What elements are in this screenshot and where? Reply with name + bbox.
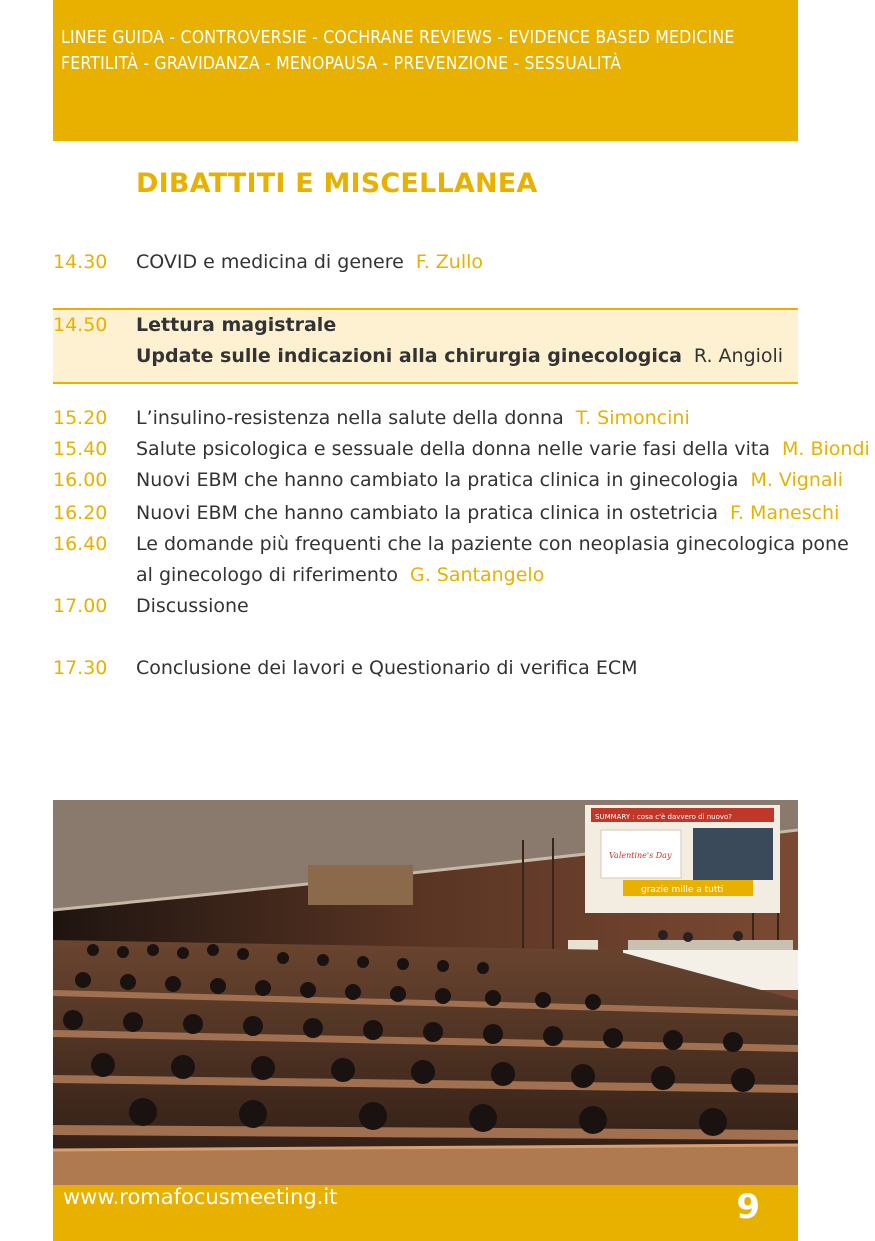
schedule-time: 15.40 [53, 438, 108, 460]
screen-card-text: Valentine's Day [609, 851, 672, 860]
talk-title: Nuovi EBM che hanno cambiato la pratica clinica in ostetricia [136, 502, 718, 524]
talk-speaker: F. Maneschi [729, 502, 840, 524]
talk-title: Discussione [136, 595, 249, 617]
talk-speaker: M. Vignali [750, 469, 844, 491]
schedule-time: 16.20 [53, 502, 108, 524]
schedule-content [136, 438, 870, 460]
schedule-time: 14.50 [53, 314, 108, 336]
schedule-content [136, 469, 843, 491]
header-topics-line2: FERTILITÀ - GRAVIDANZA - MENOPAUSA - PREVENZIONE - SESSUALITÀ [61, 54, 622, 74]
talk-title: Lettura magistrale [136, 314, 337, 336]
schedule-content [136, 407, 690, 429]
talk-title-continued: al ginecologo di riferimento [136, 564, 398, 586]
auditorium-photo [53, 800, 798, 1185]
talk-title: Conclusione dei lavori e Questionario di verifica ECM [136, 657, 638, 679]
schedule-time: 16.00 [53, 469, 108, 491]
talk-speaker: M. Biondi [782, 438, 870, 460]
footer-band [53, 1185, 798, 1241]
talk-speaker: R. Angioli [693, 345, 784, 367]
talk-title: COVID e medicina di genere [136, 251, 404, 273]
screen-caption-text: grazie mille a tutti [641, 885, 724, 895]
talk-speaker: T. Simoncini [575, 407, 690, 429]
talk-title: Salute psicologica e sessuale della donna nelle varie fasi della vita [136, 438, 771, 460]
screen-banner-text: SUMMARY : cosa c'è davvero di nuovo? [595, 813, 732, 821]
auditorium-illustration [53, 800, 798, 1185]
talk-title: L’insulino-resistenza nella salute della donna [136, 407, 564, 429]
schedule-content [136, 502, 839, 524]
talk-speaker: F. Zullo [415, 251, 484, 273]
header-topics-line1: LINEE GUIDA - CONTROVERSIE - COCHRANE REVIEWS - EVIDENCE BASED MEDICINE [61, 28, 735, 48]
website-link[interactable]: www.romafocusmeeting.it [63, 1185, 338, 1209]
schedule-content [136, 251, 483, 273]
talk-title: Nuovi EBM che hanno cambiato la pratica clinica in ginecologia [136, 469, 739, 491]
schedule-time: 17.30 [53, 657, 108, 679]
talk-speaker: G. Santangelo [409, 564, 545, 586]
schedule-time: 17.00 [53, 595, 108, 617]
talk-title: Le domande più frequenti che la paziente con neoplasia ginecologica pone [136, 533, 849, 555]
schedule-time: 16.40 [53, 533, 108, 555]
schedule-content [136, 564, 544, 586]
schedule-time: 15.20 [53, 407, 108, 429]
section-title: DIBATTITI E MISCELLANEA [136, 168, 538, 199]
talk-subtitle: Update sulle indicazioni alla chirurgia ginecologica [136, 345, 682, 367]
schedule-time: 14.30 [53, 251, 108, 273]
header-band [53, 0, 798, 141]
page-number: 9 [736, 1187, 760, 1227]
schedule-content [136, 345, 783, 367]
